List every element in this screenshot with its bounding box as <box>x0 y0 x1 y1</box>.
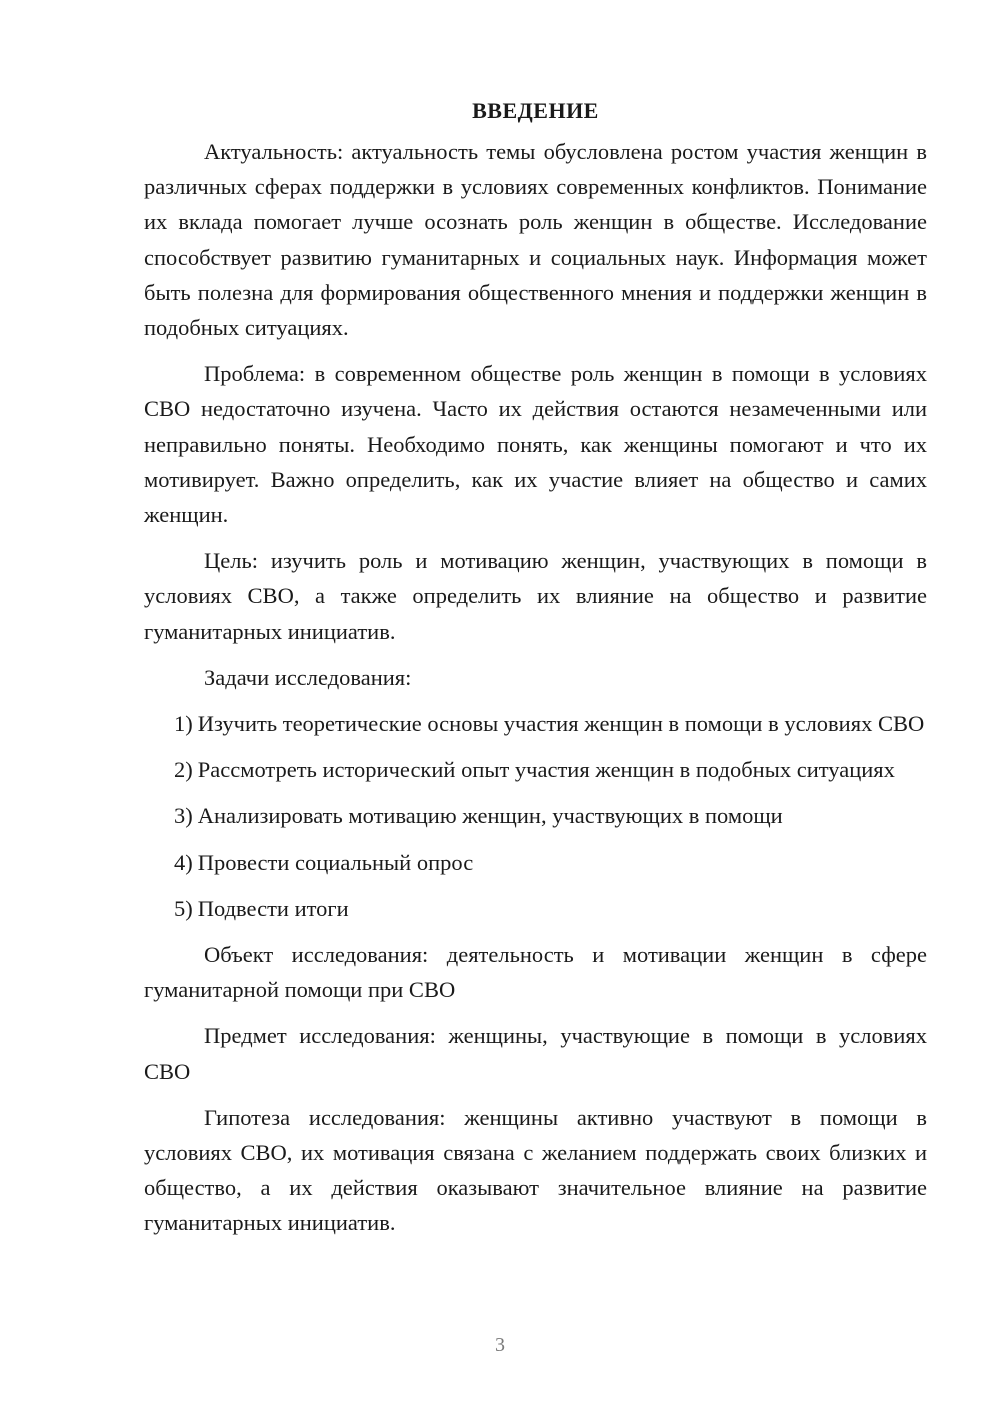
list-item-number: 2) <box>174 757 193 783</box>
list-item-text: Подвести итоги <box>197 895 349 921</box>
list-item-text: Изучить теоретические основы участия женщин в помощи в условиях СВО <box>197 711 925 737</box>
list-item-number: 4) <box>174 849 193 875</box>
tasks-list <box>144 706 927 926</box>
goal-paragraph: Цель: изучить роль и мотивацию женщин, участвующих в помощи в условиях СВО, а также определить их влияние на общество и развитие гуманитарных инициатив. <box>144 548 927 644</box>
hypothesis-paragraph: Гипотеза исследования: женщины активно участвуют в помощи в условиях СВО, их мотивация связана с желанием поддержать своих близких и общество, а их действия оказывают значительное влияние на развитие гуманитарных инициатив. <box>144 1104 927 1236</box>
list-item <box>144 706 927 741</box>
section-title: ВВЕДЕНИЕ <box>472 98 599 123</box>
list-item-text: Рассмотреть исторический опыт участия женщин в подобных ситуациях <box>197 757 895 783</box>
list-item <box>144 845 927 880</box>
list-item-text: Провести социальный опрос <box>197 849 474 875</box>
list-item-number: 3) <box>174 803 193 829</box>
list-item <box>144 752 927 787</box>
document-page <box>144 96 927 1252</box>
object-paragraph: Объект исследования: деятельность и мотивации женщин в сфере гуманитарной помощи при СВО <box>144 942 927 1003</box>
tasks-heading: Задачи исследования: <box>204 664 412 690</box>
list-item-number: 5) <box>174 895 193 921</box>
problem-paragraph: Проблема: в современном обществе роль женщин в помощи в условиях СВО недостаточно изучена. Часто их действия остаются незамеченными или неправильно поняты. Необходимо понять, как женщины помогают и что их мотивирует. Важно определить, как их участие влияет на общество и самих женщин. <box>144 361 927 528</box>
page-number: 3 <box>495 1334 505 1356</box>
list-item <box>144 891 927 926</box>
list-item-text: Анализировать мотивацию женщин, участвующих в помощи <box>197 803 783 829</box>
relevance-paragraph: Актуальность: актуальность темы обусловлена ростом участия женщин в различных сферах поддержки в условиях современных конфликтов. Понимание их вклада помогает лучше осознать роль женщин в обществе. Исследование способствует развитию гуманитарных и социальных наук. Информация может быть полезна для формирования общественного мнения и поддержки женщин в подобных ситуациях. <box>144 139 927 341</box>
subject-paragraph: Предмет исследования: женщины, участвующие в помощи в условиях СВО <box>144 1023 927 1084</box>
list-item <box>144 798 927 833</box>
list-item-number: 1) <box>174 711 193 737</box>
